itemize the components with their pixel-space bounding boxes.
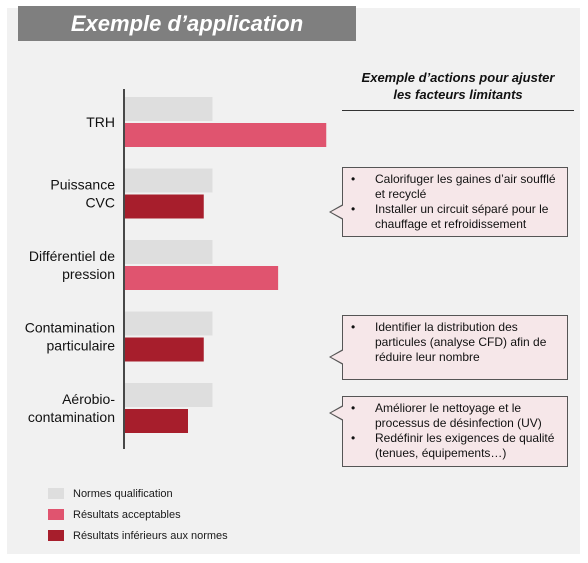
legend-swatch-inferieurs [48,530,64,541]
bullet-icon: • [351,431,356,445]
legend-swatch-acceptables [48,509,64,520]
category-label-2-1: pression [62,266,115,282]
legend-item-inferieurs [48,525,308,546]
bar-result-1 [125,195,204,219]
legend-item-normes [48,483,308,504]
actions-heading-line-2: les facteurs limitants [393,87,523,102]
callout-item [351,172,559,202]
bar-normes-1 [125,169,213,193]
bar-normes-3 [125,312,213,336]
legend-label-inferieurs: Résultats inférieurs aux normes [73,529,228,542]
legend-label-normes: Normes qualification [73,487,173,500]
actions-heading-line-1: Exemple d’actions pour ajuster [361,70,555,85]
bullet-icon: • [351,172,356,186]
bullet-icon: • [351,202,356,216]
bullet-icon: • [351,320,356,334]
category-label-4-1: contamination [27,409,115,425]
callout-item [351,431,559,461]
bar-normes-0 [125,97,213,121]
bar-result-3 [125,338,204,362]
category-label-4-0: Aérobio- [62,391,115,407]
bar-normes-4 [125,383,213,407]
callout-item [351,401,559,431]
bar-result-0 [125,123,326,147]
callout-aerobio-contamination [342,396,568,467]
legend-label-acceptables: Résultats acceptables [73,508,181,521]
category-label-1-0: Puissance [50,176,115,193]
category-label-3-0: Contamination [24,319,115,336]
callout-contamination-particulaire [342,315,568,380]
category-label-2-0: Différentiel de [28,248,115,264]
callout-text: Redéfinir les exigences de qualité (tenues, équipements…) [375,431,555,460]
category-label-3-1: particulaire [46,337,115,354]
page-title: Exemple d’application [70,10,304,36]
chart-legend [48,483,308,546]
callout-text: Installer un circuit séparé pour le chauffage et refroidissement [375,202,549,231]
callout-item [351,202,559,232]
callout-puissance-cvc [342,167,568,237]
callout-text: Calorifuger les gaines d’air soufflé et recyclé [375,172,556,201]
callout-text: Améliorer le nettoyage et le processus de désinfection (UV) [375,401,542,430]
callout-text: Identifier la distribution des particules (analyse CFD) afin de réduire leur nombre [375,320,547,364]
legend-item-acceptables [48,504,308,525]
category-label-1-1: CVC [85,194,115,211]
bar-result-4 [125,409,188,433]
legend-swatch-normes [48,488,64,499]
bar-result-2 [125,266,278,290]
bar-normes-2 [125,240,213,264]
category-label-0-0: TRH [86,114,115,130]
callout-item [351,320,559,365]
bullet-icon: • [351,401,356,415]
